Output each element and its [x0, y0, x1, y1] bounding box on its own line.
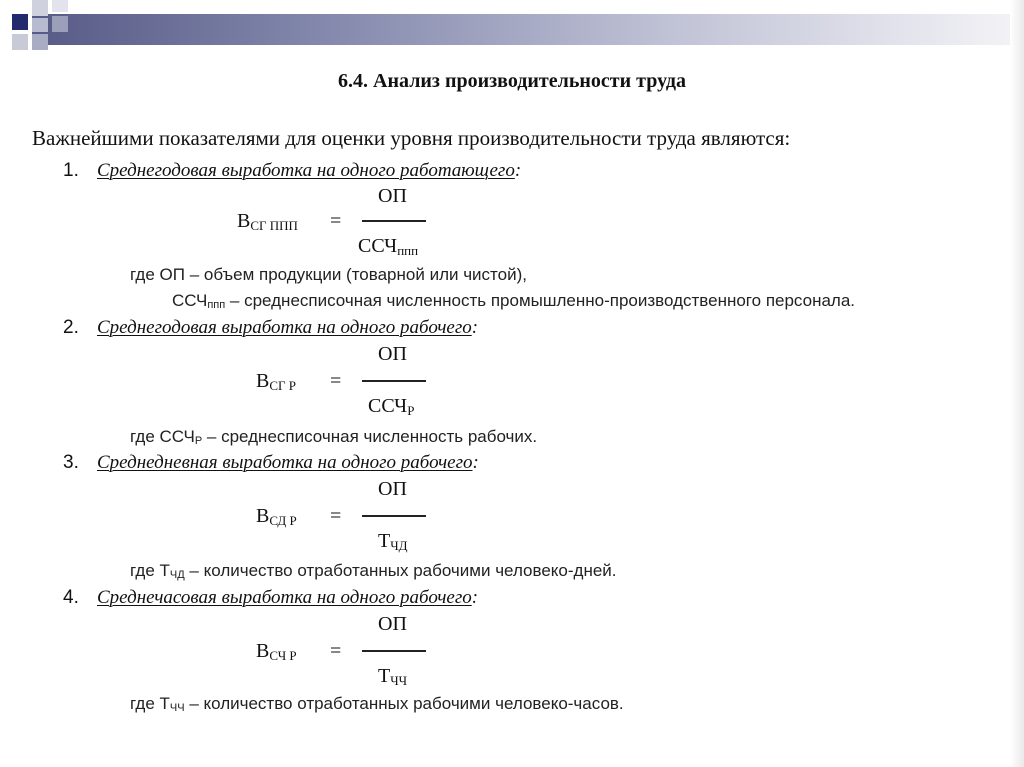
denominator-symbol: ССЧ — [358, 235, 398, 257]
item-heading-colon: : — [471, 587, 479, 608]
formula-lhs-symbol: В — [237, 210, 251, 232]
item-heading — [97, 317, 478, 339]
note-symbol: где ССЧ — [130, 427, 195, 446]
fraction-numerator: ОП — [378, 343, 407, 365]
denominator-symbol: Т — [378, 665, 391, 687]
note-symbol: ССЧ — [172, 291, 208, 310]
fraction-denominator — [358, 235, 418, 259]
page-edge-shadow — [1010, 0, 1024, 767]
note-symbol: где Т — [130, 694, 170, 713]
note-explanation: – количество отработанных рабочими человеко-часов. — [184, 694, 624, 713]
note-explanation: – количество отработанных рабочими человеко-дней. — [184, 561, 617, 580]
item-number: 4. — [63, 587, 79, 608]
denominator-subscript: ппп — [397, 243, 419, 258]
fraction-denominator — [378, 665, 407, 689]
formula-lhs-subscript: СЧ Р — [269, 648, 297, 663]
equals-sign: = — [330, 370, 342, 392]
item-note — [130, 427, 537, 447]
note-explanation: – среднесписочная численность промышленно-производственного персонала. — [225, 291, 856, 310]
item-heading-text: Среднегодовая выработка на одного рабочего — [97, 317, 472, 338]
item-heading-colon: : — [514, 160, 522, 181]
header-gradient-bar — [32, 14, 1022, 45]
note-symbol: где Т — [130, 561, 170, 580]
formula-lhs-symbol: В — [256, 640, 270, 662]
fraction-bar — [362, 220, 426, 222]
item-heading-text: Среднегодовая выработка на одного работающего — [97, 160, 515, 181]
corner-squares-decoration — [0, 0, 90, 70]
note-subscript: ппп — [207, 299, 226, 311]
fraction-numerator: ОП — [378, 185, 407, 207]
item-number: 3. — [63, 452, 79, 473]
item-note: где ОП – объем продукции (товарной или чистой), — [130, 265, 527, 284]
formula-lhs-symbol: В — [256, 370, 270, 392]
fraction-bar — [362, 515, 426, 517]
item-heading — [97, 587, 478, 609]
item-note — [130, 561, 617, 581]
denominator-symbol: Т — [378, 530, 391, 552]
formula-lhs-subscript: СГ Р — [269, 378, 297, 393]
formula-lhs — [256, 505, 297, 529]
note-subscript: Р — [194, 435, 203, 447]
formula-lhs-subscript: СД Р — [269, 513, 297, 528]
denominator-subscript: Р — [407, 403, 415, 418]
item-note-2 — [172, 291, 855, 311]
fraction-numerator: ОП — [378, 478, 407, 500]
intro-text: Важнейшими показателями для оценки уровня производительности труда являются: — [32, 126, 791, 150]
formula-lhs-subscript: СГ ППП — [250, 218, 298, 233]
fraction-bar — [362, 380, 426, 382]
formula-lhs-symbol: В — [256, 505, 270, 527]
note-subscript: ЧЧ — [169, 702, 185, 714]
note-subscript: ЧД — [169, 569, 185, 581]
equals-sign: = — [330, 640, 342, 662]
item-heading-text: Среднедневная выработка на одного рабочего — [97, 452, 473, 473]
item-note — [130, 694, 624, 714]
fraction-numerator: ОП — [378, 613, 407, 635]
item-heading — [97, 160, 521, 182]
denominator-subscript: ЧД — [390, 538, 408, 553]
equals-sign: = — [330, 210, 342, 232]
denominator-symbol: ССЧ — [368, 395, 408, 417]
fraction-denominator — [368, 395, 414, 419]
item-number: 2. — [63, 317, 79, 338]
formula-lhs — [256, 370, 296, 394]
note-explanation: – среднесписочная численность рабочих. — [202, 427, 538, 446]
item-heading-colon: : — [471, 317, 479, 338]
item-heading-colon: : — [472, 452, 479, 473]
item-heading-text: Среднечасовая выработка на одного рабочего — [97, 587, 472, 608]
item-heading — [97, 452, 479, 474]
fraction-denominator — [378, 530, 408, 554]
slide-title: 6.4. Анализ производительности труда — [338, 70, 686, 92]
formula-lhs — [256, 640, 297, 664]
item-number: 1. — [63, 160, 79, 181]
fraction-bar — [362, 650, 426, 652]
formula-lhs — [237, 210, 298, 234]
denominator-subscript: ЧЧ — [390, 673, 408, 688]
equals-sign: = — [330, 505, 342, 527]
